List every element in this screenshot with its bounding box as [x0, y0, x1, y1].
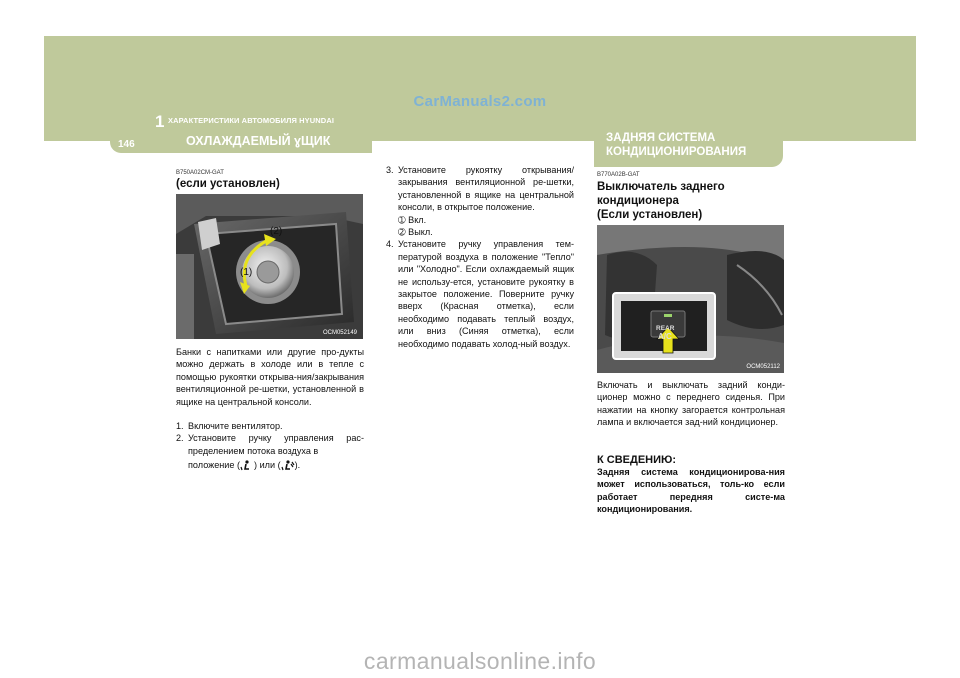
right-section-title-line2: КОНДИЦИОНИРОВАНИЯ [606, 146, 747, 158]
left-paragraph: Банки с напитками или другие про-дукты можно держать в холоде или в тепле с помощью рукоятки открыва-ния/закрывания вентиляционной ре-шетки, установленной в ящике на центральной консоли. [176, 347, 364, 407]
ac-button-label: A/C [658, 332, 672, 341]
watermark: CarManuals2.com [413, 93, 547, 110]
left-section-code: B750A02CM-GAT [176, 170, 224, 176]
step-2-text: Установите ручку управления рас-пределением потока воздуха в [188, 433, 364, 456]
step-2-end-b: ) или ( [254, 460, 281, 471]
step-2-end-a: положение ( [188, 460, 241, 471]
rear-button-label: REAR [656, 325, 675, 332]
step-1-num: 1. [176, 421, 184, 432]
image-label-2: (2) [270, 226, 283, 237]
note-text: Задняя система кондиционирова-ния может использоваться, толь-ко если работает передняя систе-ма кондиционирования. [597, 467, 785, 515]
option-1: ➀ Вкл. [398, 214, 427, 225]
cooling-box-photo [176, 194, 363, 339]
step-1-text: Включите вентилятор. [188, 421, 283, 432]
step-2 [176, 432, 364, 471]
step-4-num: 4. [386, 239, 394, 250]
step-3-text: Установите рукоятку открывания/закрывания вентиляционной ре-шетки, установленной в ящике на центральной консоли, в открытое положение. [398, 165, 574, 213]
right-section-title-line1: ЗАДНЯЯ СИСТЕМА [606, 132, 716, 144]
floor-vent-icon [240, 460, 254, 472]
chapter-number: 1 [155, 112, 165, 131]
right-subtitle-line2: кондиционера [597, 195, 679, 207]
note-heading: К СВЕДЕНИЮ: [597, 454, 677, 466]
left-body [176, 346, 364, 472]
right-subtitle-line1: Выключатель заднего [597, 181, 725, 193]
footer-watermark: carmanualsonline.info [363, 648, 597, 674]
right-section-title [606, 131, 781, 159]
image-label-1: (1) [240, 267, 253, 278]
step-4-text: Установите ручку управления тем-пературой воздуха в положение "Тепло" или "Холодно". Если охлаждаемый ящик не использу-ется, установите рукоятку в закрытое положение. Поверните ручку вверх (Красная отметка), если необходимо подавать теплый воздух, или вниз (Синяя отметка), если необходимо подавать холод-ный воздух. [398, 239, 574, 349]
floor-defrost-vent-icon [281, 460, 295, 472]
middle-body [386, 164, 574, 350]
step-2-end-c: ). [294, 460, 301, 471]
right-subtitle [597, 180, 725, 222]
step-2-num: 2. [176, 433, 184, 444]
step-3-num: 3. [386, 165, 394, 175]
right-subtitle-line3: (Если установлен) [597, 209, 703, 221]
left-subtitle: (если установлен) [176, 178, 280, 190]
right-section-code: B770A02B-GAT [597, 172, 640, 178]
option-2: ➁ Выкл. [398, 227, 433, 238]
left-image-caption: OCM052149 [322, 330, 357, 336]
left-section-title: ОХЛАЖДАЕМЫЙ ɣЩИК [186, 134, 331, 148]
page-number: 146 [118, 139, 135, 150]
step-3 [386, 164, 574, 214]
step-1 [176, 420, 364, 432]
rear-ac-photo [597, 225, 784, 373]
step-4 [386, 238, 574, 350]
header-band [44, 36, 916, 141]
chapter-title: ХАРАКТЕРИСТИКИ АВТОМОБИЛЯ HYUNDAI [168, 116, 335, 125]
right-image-caption: OCM052112 [746, 364, 780, 370]
step-2-end [188, 459, 364, 472]
right-paragraph: Включать и выключать задний конди-ционер можно с переднего сиденья. При нажатии на кнопку загорается контрольная лампа и включается зад-ний кондиционер. [597, 380, 785, 428]
